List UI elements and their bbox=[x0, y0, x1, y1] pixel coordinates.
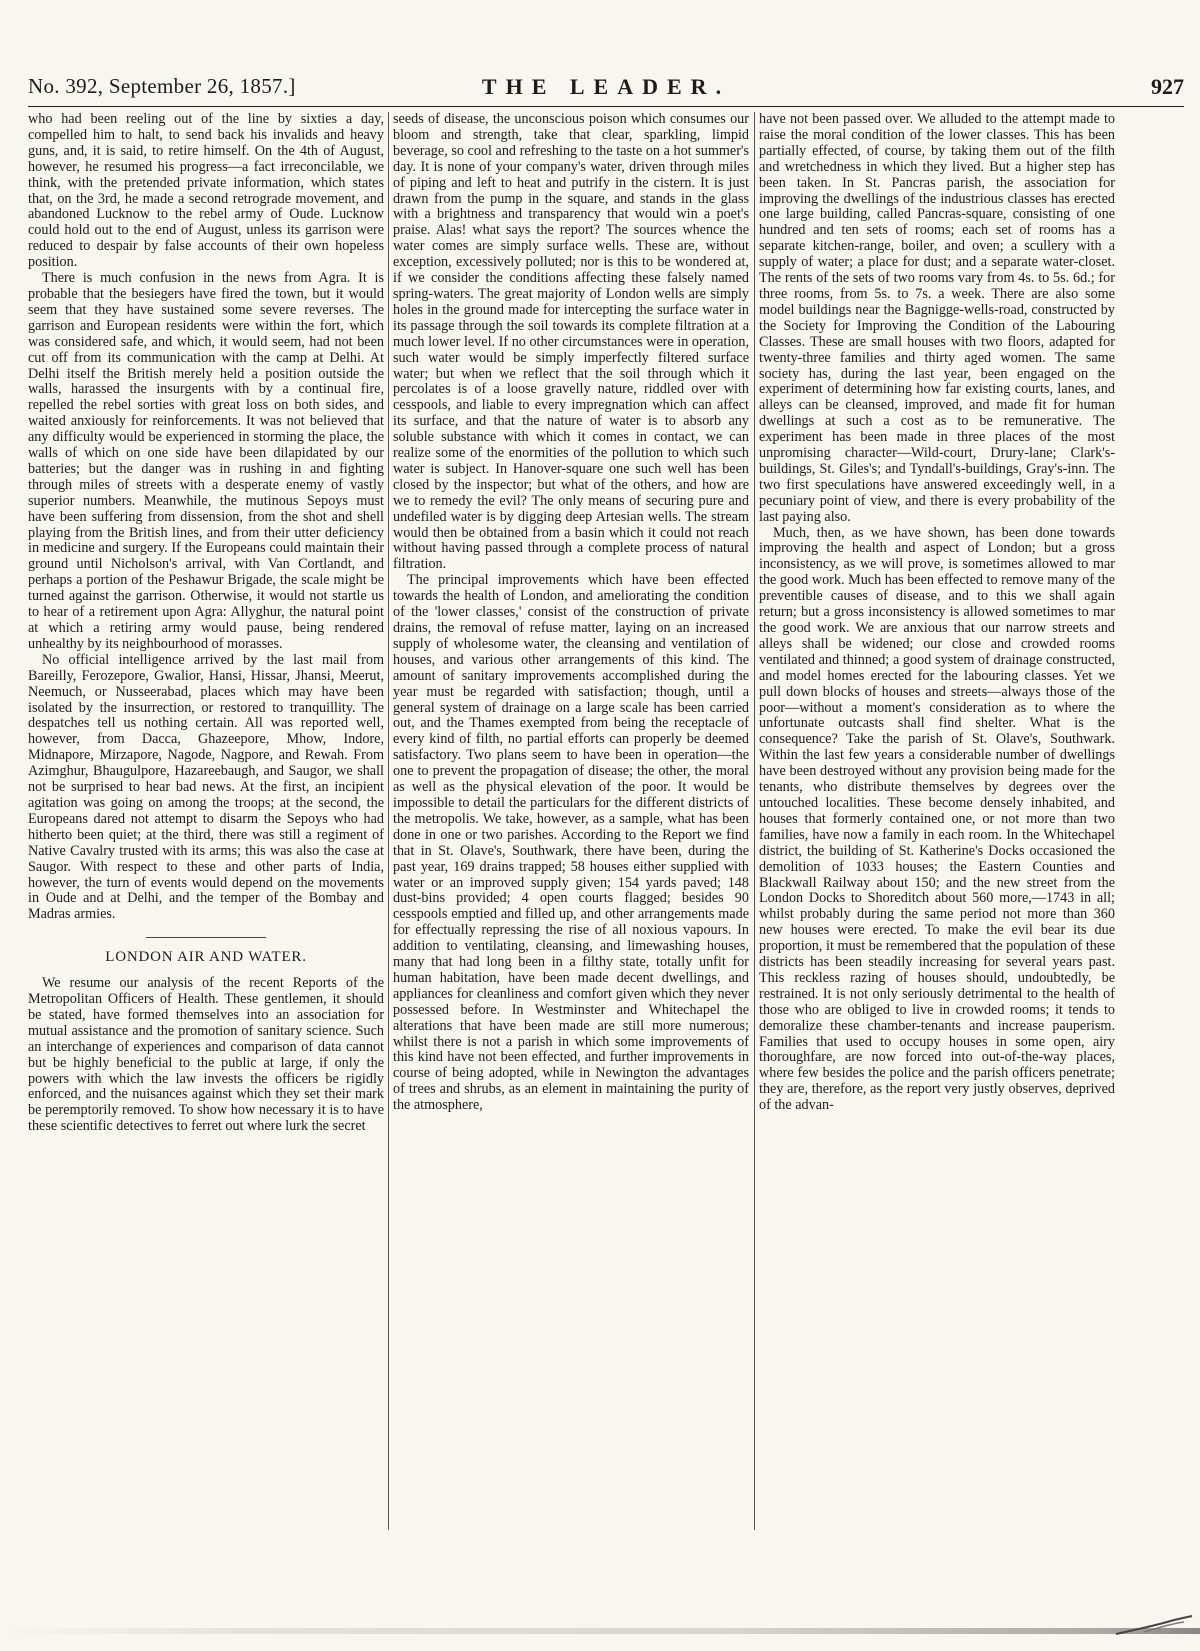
column-3 bbox=[759, 112, 1115, 1538]
page-number: 927 bbox=[1151, 74, 1184, 99]
article-title: LONDON AIR AND WATER. bbox=[105, 949, 307, 966]
column-1 bbox=[28, 112, 384, 1538]
paragraph: We resume our analysis of the recent Reports of the Metropolitan Officers of Health. These gentlemen, it should be stated, have formed themselves into an association for mutual assistance and the promotion of sanitary science. Such an interchange of experiences and comparison of data cannot but be highly beneficial to the public at large, if only the powers with which the law invests the officers be rigidly enforced, and the nuisances against which they set their mark be peremptorily removed. To show how necessary it is to have these scientific detectives to ferret out where lurk the secret bbox=[28, 975, 384, 1135]
issue-info: No. 392, September 26, 1857.] bbox=[28, 74, 296, 98]
newspaper-title: THE LEADER. bbox=[481, 74, 731, 99]
column-divider bbox=[754, 112, 755, 1530]
paragraph: have not been passed over. We alluded to the attempt made to raise the moral condition of the lower classes. This has been partially effected, of course, by taking them out of the filth and wretchedness in which they lived. But a higher step has been taken. In St. Pancras parish, the association for improving the dwellings of the industrious classes has erected one large building, called Pancras-square, consisting of one hundred and ten sets of rooms; each set of rooms has a separate kitchen-range, boiler, and oven; a scullery with a supply of water; a place for dust; and a separate water-closet. The rents of the sets of two rooms vary from 4s. to 5s. 6d.; for three rooms, from 5s. to 7s. a week. There are also some model buildings near the Bagnigge-wells-road, constructed by the Society for Improving the Condition of the Labouring Classes. These are small houses with two floors, adapted for twenty-three families and thirty aged women. The same society has, during the last year, been engaged on the experiment of determining how far existing courts, lanes, and alleys can be cleansed, improved, and made fit for human dwellings at such a cost as to be remunerative. The experiment has been made in three places of the most unpromising character—Wild-court, Drury-lane; Clark's-buildings, St. Giles's; and Tyndall's-buildings, Gray's-inn. The two first speculations have answered exceedingly well, in a pecuniary point of view, and there is every probability of the last paying also. bbox=[759, 112, 1115, 525]
paragraph: The principal improvements which have been effected towards the health of London, and ameliorating the condition of the 'lower classes,' consist of the construction of private drains, the removal of refuse matter, laying on an increased supply of wholesome water, the cleansing and ventilation of houses, and various other arrangements of this kind. The amount of sanitary improvements accomplished during the year must be regarded with satisfaction; though, until a general system of drainage on a large scale has been carried out, and the Thames exempted from being the receptacle of every kind of filth, no partial efforts can properly be deemed satisfactory. Two plans seem to have been in operation—the one to prevent the propagation of disease; the other, the moral as well as the physical elevation of the poor. It would be impossible to detail the particulars for the different districts of the metropolis. We take, however, as a sample, what has been done in one or two parishes. According to the Report we find that in St. Olave's, Southwark, there have been, during the past year, 169 drains trapped; 58 houses either supplied with water or an improved supply given; 154 yards paved; 148 dust-bins provided; 4 open courts flagged; besides 90 cesspools emptied and filled up, and other arrangements made for effectually repressing the rise of all noxious vapours. In addition to ventilating, cleansing, and limewashing houses, many that had long been in a filthy state, totally unfit for human habitation, have been made decent dwellings, and appliances for cleanliness and comfort given which they never possessed before. In Westminster and Whitechapel the alterations that have been made are still more numerous; whilst there is not a parish in which some improvements of this kind have not been effected, and further improvements in course of being adopted, while in Newington the advantages of trees and shrubs, as an element in maintaining the purity of the atmosphere, bbox=[393, 572, 749, 1114]
paragraph: seeds of disease, the unconscious poison which consumes our bloom and strength, take that clear, sparkling, limpid beverage, so cool and refreshing to the taste on a hot summer's day. It is none of your company's water, driven through miles of piping and left to heat and putrify in the cistern. It is just drawn from the pump in the square, and stands in the glass with a brightness and transparency that would win a poet's praise. Alas! what says the report? The sources whence the water comes are simply surface wells. These are, without exception, excessively polluted; nor is this to be wondered at, if we consider the conditions affecting these falsely named spring-waters. The great majority of London wells are simply holes in the ground made for intercepting the surface water in its passage through the soil towards its complete filtration at a much lower level. If no other circumstances were in operation, such water would be simply imperfectly filtered surface water; but when we reflect that the soil through which it percolates is of a loose gravelly nature, riddled over with cesspools, and liable to every impregnation which can affect its surface, and that the nature of water is to absorb any soluble substance with which it comes in contact, we can realize some of the enormities of the pollution to which such water is subject. In Hanover-square one such well has been closed by the inspector; but what of the others, and how are we to remedy the evil? The only means of securing pure and undefiled water is by digging deep Artesian wells. The stream would then be obtained from a basin which it could not reach without having passed through a complete process of natural filtration. bbox=[393, 112, 749, 573]
article-separator bbox=[146, 937, 266, 938]
header-rule bbox=[28, 106, 1184, 107]
scan-edge-smudge bbox=[0, 1628, 1200, 1634]
paragraph: who had been reeling out of the line by sixties a day, compelled him to halt, to send back his invalids and heavy guns, and, it is said, to retire himself. On the 4th of August, however, he resumed his progress—a fact irreconcilable, we think, with the pretended private information, which states that, on the 3rd, he made a second retrograde movement, and abandoned Lucknow to the rebel army of Oude. Lucknow could hold out to the end of August, unless its garrison were reduced to despair by false accounts of their own hopeless position. bbox=[28, 112, 384, 271]
corner-scan-mark bbox=[1114, 1612, 1194, 1638]
paragraph: There is much confusion in the news from Agra. It is probable that the besiegers have fired the town, but it would seem that they have sustained some severe reverses. The garrison and European residents were within the fort, which was considered safe, and which, it would seem, had not been cut off from its communication with the camp at Delhi. At Delhi itself the British merely held a position outside the walls, harassed the insurgents with by a continual fire, repelled the rebel sorties with great loss on both sides, and waited anxiously for reinforcements. It was not believed that any difficulty would be experienced in storming the place, the walls of which on one side have been dilapidated by our batteries; but the danger was in rushing in and fighting through miles of streets with a desperate enemy of vastly superior numbers. Meanwhile, the mutinous Sepoys must have been suffering from dissension, from the shot and shell playing from the British lines, and from their utter deficiency in medicine and surgery. If the Europeans could maintain their ground until Nicholson's arrival, with Van Cortlandt, and perhaps a portion of the Peshawur Brigade, the scale might be turned against the garrison. Otherwise, it would not startle us to hear of a retirement upon Agra: Allyghur, the natural point at which a retiring army would pause, being rendered unhealthy by its neighbourhood of morasses. bbox=[28, 270, 384, 652]
column-2 bbox=[393, 112, 749, 1538]
page-header bbox=[28, 74, 1184, 104]
column-divider bbox=[388, 112, 389, 1530]
paragraph: Much, then, as we have shown, has been done towards improving the health and aspect of London; but a gross inconsistency, as we will prove, is sometimes allowed to mar the good work. Much has been effected to remove many of the preventible causes of disease, and to this we shall again return; but a gross inconsistency is allowed sometimes to mar the good work. We are anxious that our narrow streets and alleys shall be widened; our close and crowded rooms ventilated and thinned; a good system of drainage constructed, and model homes erected for the labouring classes. Yet we pull down blocks of houses and streets—always those of the poor—without a moment's consideration as to where the unfortunate outcasts shall find shelter. What is the consequence? Take the parish of St. Olave's, Southwark. Within the last few years a considerable number of dwellings have been destroyed without any provision being made for the tenants, who distribute themselves by degrees over the untouched localities. These become densely inhabited, and houses that formerly contained one, or not more than two families, have now a family in each room. In the Whitechapel district, the building of St. Katherine's Docks occasioned the demolition of 1033 houses; the Eastern Counties and Blackwall Railway about 150; and the new street from the London Docks to Shoreditch about 560 more,—1743 in all; whilst probably during the same period not more than 360 new houses were erected. To make the evil bear its due proportion, it must be remembered that the population of these districts has been steadily increasing for several years past. This reckless razing of houses should, undoubtedly, be restrained. It is not only seriously detrimental to the health of those who are obliged to live in crowded rooms; it tends to demoralize these chamber-tenants and increase pauperism. Families that used to occupy houses in some open, airy thoroughfare, are now forced into out-of-the-way places, where few besides the police and the parish officers penetrate; they are, therefore, as the report very justly observes, deprived of the advan- bbox=[759, 524, 1115, 1114]
paragraph: No official intelligence arrived by the last mail from Bareilly, Ferozepore, Gwalior, Hansi, Hissar, Jhansi, Meerut, Neemuch, or Nusseerabad, places which may have been isolated by the insurrection, or restored to tranquillity. The despatches tell us nothing certain. All was reported well, however, from Dacca, Ghazeepore, Mhow, Indore, Midnapore, Mirzapore, Nagode, Nagpore, and Rewah. From Azimghur, Bhaugulpore, Hazareebaugh, and Saugor, we shall not be surprised to hear bad news. At the first, an incipient agitation was going on among the troops; at the second, the Europeans dared not attempt to disarm the Sepoys who had hitherto been quiet; at the third, there was still a regiment of Native Cavalry trusted with its arms; this was also the case at Saugor. With respect to these and other parts of India, however, the turn of events would depend on the movements in Oude and at Delhi, and the temper of the Bombay and Madras armies. bbox=[28, 651, 384, 923]
